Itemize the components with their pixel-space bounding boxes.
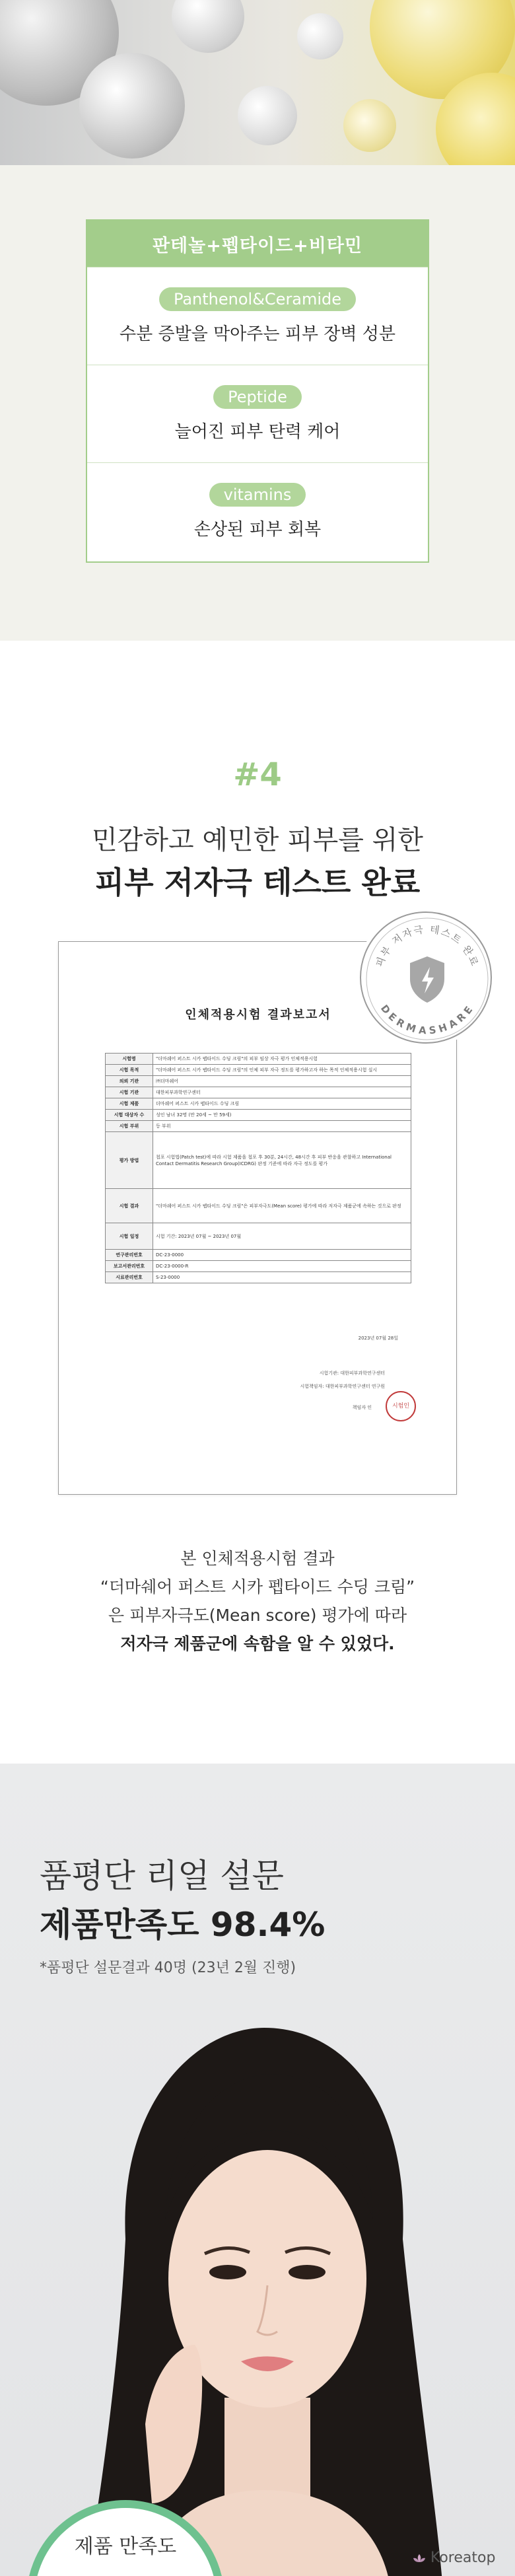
ingredient-row bbox=[87, 267, 428, 365]
section-subtitle: 민감하고 예민한 피부를 위한 bbox=[92, 825, 423, 855]
table-row: 시험명 "더마쉐어 퍼스트 시카 펩타이드 수딩 크림"의 피부 임상 자극 평가 인체적용시험 bbox=[106, 1054, 411, 1065]
report-org: 시험기관: 대한피부과학연구센터 bbox=[319, 1371, 385, 1376]
hero-texture-image bbox=[0, 0, 515, 165]
table-row: 시험 결과 "더마쉐어 퍼스트 시카 펩타이드 수딩 크림"은 피부자극도(Mean score) 평가에 따라 저자극 제품군에 속하는 것으로 판정 bbox=[106, 1189, 411, 1223]
ingredient-desc: 수분 증발을 막아주는 피부 장벽 성분 bbox=[119, 324, 396, 344]
table-row: 시험 대상자 수 성인 남녀 32명 (만 20세 ~ 만 59세) bbox=[106, 1110, 411, 1121]
koreatop-logo: Koreatop bbox=[412, 2550, 495, 2566]
ingredients-table bbox=[86, 219, 429, 563]
ingredient-tag: Peptide bbox=[213, 385, 302, 409]
ingredient-row bbox=[87, 462, 428, 560]
test-caption: 본 인체적용시험 결과 “더마쉐어 퍼스트 시카 펩타이드 수딩 크림” 은 피부자극도(Mean score) 평가에 따라 저자극 제품군에 속함을 알 수 있었다. bbox=[100, 1549, 415, 1653]
table-row: 시료관리번호 S-23-0000 bbox=[106, 1272, 411, 1283]
ingredient-tag: vitamins bbox=[209, 483, 306, 507]
svg-text:DERMASHARE bbox=[378, 1003, 476, 1037]
survey-section bbox=[0, 1764, 515, 2576]
report-date: 2023년 07월 28일 bbox=[358, 1336, 398, 1341]
section-number: #4 bbox=[233, 756, 282, 793]
badge-brand-text: DERMASHARE bbox=[378, 1002, 477, 1037]
report-org: 시험책임자: 대한피부과학연구센터 연구원 bbox=[300, 1384, 385, 1389]
table-row: 의뢰 기관 ㈜더마쉐어 bbox=[106, 1076, 411, 1087]
table-row: 보고서관리번호 DC-23-0000-R bbox=[106, 1261, 411, 1272]
low-irritation-badge bbox=[360, 912, 492, 1044]
survey-note: *품평단 설문결과 40명 (23년 2월 진행) bbox=[40, 1960, 296, 1976]
table-row: 시험 부위 등 부위 bbox=[106, 1121, 411, 1132]
model-photo bbox=[46, 2001, 469, 2576]
ingredients-section bbox=[0, 165, 515, 641]
report-table bbox=[105, 1053, 411, 1283]
ingredient-desc: 늘어진 피부 탄력 케어 bbox=[174, 422, 341, 442]
satisfaction-label: 제품 만족도 bbox=[74, 2535, 177, 2558]
report-signature: 책임자 인 bbox=[352, 1405, 372, 1410]
table-row: 시험 일정 시험 기간: 2023년 07월 ~ 2023년 07월 bbox=[106, 1223, 411, 1250]
table-row: 평가 방법 첩포 시험법(Patch test)에 따라 시험 제품을 첩포 후 30분, 24시간, 48시간 후 피부 반응을 관찰하고 International Contact Dermatitis Research Group(ICDRG) 판정 기준에 따라 자극 정도를 평가 bbox=[106, 1132, 411, 1189]
survey-heading: 품평단 리얼 설문 bbox=[40, 1857, 284, 1895]
table-row: 시험 제품 더마쉐어 퍼스트 시카 펩타이드 수딩 크림 bbox=[106, 1098, 411, 1110]
ingredient-desc: 손상된 피부 회복 bbox=[193, 520, 322, 540]
section-title: 피부 저자극 테스트 완료 bbox=[91, 859, 424, 902]
ingredient-row bbox=[87, 365, 428, 462]
table-row: 시험 기관 대한피부과학연구센터 bbox=[106, 1087, 411, 1098]
table-row: 시험 목적 "더마쉐어 퍼스트 시카 펩타이드 수딩 크림"의 인체 피부 자극 정도를 평가하고자 하는 목적 인체적용시험 실시 bbox=[106, 1065, 411, 1076]
table-row: 연구관리번호 DC-23-0000 bbox=[106, 1250, 411, 1261]
ingredient-tag: Panthenol&Ceramide bbox=[159, 287, 356, 311]
shield-icon bbox=[410, 956, 444, 1003]
survey-satisfaction: 제품만족도 98.4% bbox=[40, 1906, 326, 1944]
ingredients-title: 판테놀+펩타이드+비타민 bbox=[87, 221, 428, 267]
badge-top-text: 피부 저자극 테스트 완료 bbox=[373, 923, 481, 969]
skin-test-section bbox=[0, 641, 515, 1764]
lotus-icon bbox=[412, 2553, 427, 2563]
report-title: 인체적용시험 결과보고서 bbox=[185, 1008, 331, 1022]
report-seal: 시험인 bbox=[386, 1391, 416, 1421]
